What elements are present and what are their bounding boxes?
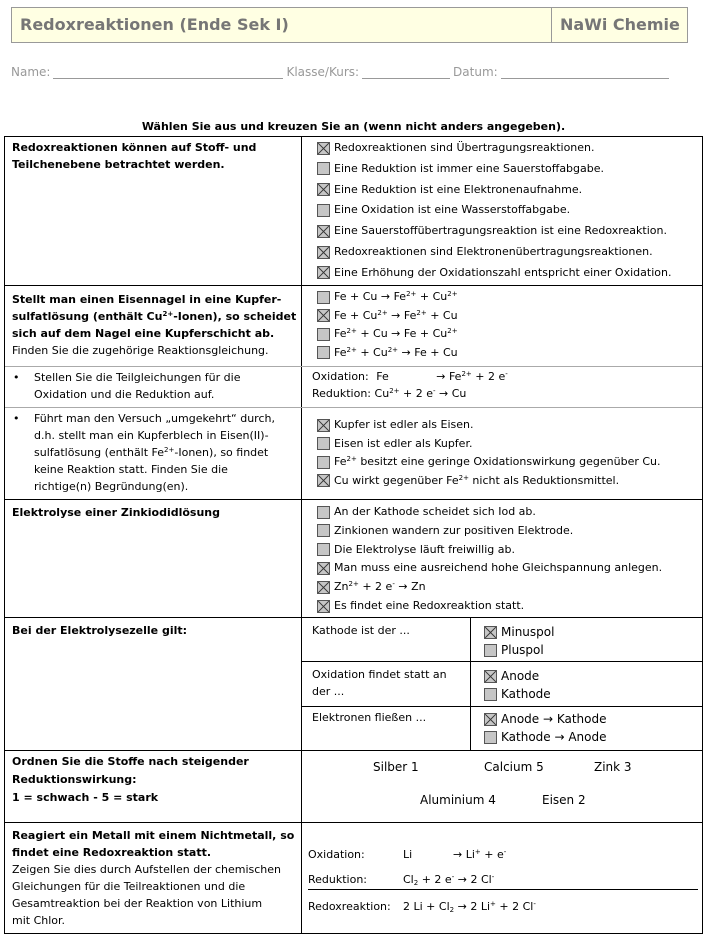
answer-option[interactable] [317, 580, 426, 594]
equation-part: + Cu → Fe + Cu [356, 327, 448, 340]
oxidation-product: → Li [453, 848, 475, 861]
checkbox-checked[interactable] [317, 266, 330, 279]
checkbox-unchecked[interactable] [317, 328, 330, 341]
equation-part: Fe [334, 327, 347, 340]
question-5-text: Elektrolyse einer Zinkiodidlösung [12, 506, 221, 519]
question-8 [12, 827, 300, 929]
answer-option[interactable] [317, 162, 604, 176]
checkbox-checked[interactable] [317, 419, 330, 432]
row-divider [5, 822, 702, 823]
question-7 [12, 753, 292, 807]
checkbox-checked[interactable] [317, 474, 330, 487]
option-label: An der Kathode scheidet sich Iod ab. [334, 505, 536, 518]
worksheet-title: Redoxreaktionen (Ende Sek I) [20, 15, 289, 34]
title-box [11, 7, 688, 43]
answer-option[interactable] [317, 245, 653, 259]
charge: 2+ [387, 345, 399, 354]
reduction-label: Reduktion: [312, 387, 372, 400]
checkbox-checked[interactable] [484, 713, 497, 726]
answer-option[interactable] [484, 712, 607, 726]
subrow-divider [301, 661, 702, 662]
q3-reduction-equation [312, 387, 466, 400]
q6-prompt-3: Elektronen fließen ... [312, 711, 427, 724]
bullet: • [13, 371, 20, 384]
option-label: Zinkionen wandern zur positiven Elektrode. [334, 523, 574, 537]
answer-option[interactable] [317, 327, 458, 341]
checkbox-unchecked[interactable] [484, 688, 497, 701]
option-label: Redoxreaktionen sind Elektronenübertragungsreaktionen. [334, 245, 653, 258]
option-label: Fe [334, 455, 347, 468]
answer-option[interactable] [317, 309, 458, 323]
answer-option[interactable] [317, 418, 473, 432]
charge: 2+ [406, 290, 417, 298]
question-4-line-2: d.h. stellt man ein Kupferblech in Eisen(II)- [34, 429, 269, 442]
option-label: Eine Sauerstoffübertragungsreaktion ist eine Redoxreaktion. [334, 224, 667, 238]
answer-option[interactable] [317, 524, 573, 538]
checkbox-checked[interactable] [317, 600, 330, 613]
q6-prompt-2 [312, 666, 467, 700]
charge: - [505, 370, 508, 378]
option-label: Die Elektrolyse läuft freiwillig ab. [334, 542, 515, 556]
charge: - [533, 900, 536, 908]
equation-part: → Fe + Cu [398, 345, 458, 359]
answer-option[interactable] [317, 505, 536, 519]
redox-products: + 2 Cl [495, 900, 534, 913]
q8-oxidation-equation [308, 848, 506, 861]
charge: 2+ [346, 455, 357, 463]
equation-part: → Fe [387, 308, 417, 322]
option-label: + 2 e [358, 580, 393, 594]
subject-label: NaWi Chemie [560, 15, 680, 34]
checkbox-checked[interactable] [484, 626, 497, 639]
question-8-line-5: Gesamtreaktion bei der Reaktion von Lithium [12, 897, 263, 910]
equation-part: + Cu [416, 290, 448, 303]
answer-option[interactable] [317, 474, 619, 488]
option-label: → Zn [394, 580, 426, 594]
row-divider [5, 366, 702, 367]
answer-option[interactable] [317, 224, 667, 238]
charge: - [451, 873, 455, 881]
quiz-table [4, 136, 703, 934]
question-2-line-3: sich auf dem Nagel eine Kupferschicht ab. [12, 327, 275, 340]
question-2-instruction: Finden Sie die zugehörige Reaktionsgleichung. [12, 344, 269, 357]
answer-option[interactable] [317, 346, 458, 360]
question-8-line-3: Zeigen Sie dies durch Aufstellen der chemischen [12, 863, 282, 876]
question-2-line-2b: -Ionen), so scheidet [173, 310, 297, 323]
answer-option[interactable] [317, 599, 524, 613]
checkbox-unchecked[interactable] [317, 543, 330, 556]
equation-part: + Cu [356, 345, 388, 359]
row-divider [5, 499, 702, 500]
answer-option[interactable] [484, 643, 544, 657]
student-info-row [11, 65, 672, 79]
equation-part: Fe + Cu → Fe [334, 290, 407, 303]
checkbox-unchecked[interactable] [484, 731, 497, 744]
question-8-line-4: Gleichungen für die Teilreaktionen und die [12, 880, 246, 893]
question-2-sup: 2+ [162, 310, 174, 318]
checkbox-checked[interactable] [317, 581, 330, 594]
question-3 [34, 369, 294, 403]
option-label: Anode → Kathode [501, 712, 607, 726]
equation-part: + Cu [426, 308, 458, 322]
checkbox-unchecked[interactable] [317, 456, 330, 469]
question-4 [34, 410, 296, 495]
reduction-product: → Cu [435, 387, 467, 400]
electrons: + 2 e [399, 387, 433, 400]
title-divider [551, 8, 552, 42]
option-label: nicht als Reduktionsmittel. [468, 473, 620, 487]
checkbox-checked[interactable] [317, 225, 330, 238]
checkbox-unchecked[interactable] [317, 346, 330, 359]
q8-reduction-equation [308, 873, 494, 886]
charge: - [392, 580, 395, 589]
option-label: Pluspol [501, 643, 544, 657]
charge: 2+ [447, 290, 458, 298]
q6-prompt-1: Kathode ist der ... [312, 624, 410, 637]
equation-part: Fe [334, 345, 347, 359]
redox-products: → 2 Li [454, 900, 490, 913]
question-4-line-3b: -Ionen), so findet [174, 446, 269, 459]
charge: 2+ [164, 446, 175, 454]
oxidation-reactant: Li [403, 848, 413, 861]
substance-item: Eisen 2 [542, 793, 586, 807]
charge: 2+ [461, 370, 472, 378]
instruction-text: Wählen Sie aus und kreuzen Sie an (wenn nicht anders angegeben). [141, 120, 566, 133]
oxidation-reactant: Fe [376, 370, 389, 383]
oxidation-label: Oxidation: [308, 848, 365, 861]
oxidation-product: → Fe [436, 370, 462, 383]
electrons: + e [480, 848, 504, 861]
charge: 2+ [346, 327, 357, 335]
question-6 [12, 622, 292, 639]
bullet: • [13, 412, 20, 425]
checkbox-checked[interactable] [317, 562, 330, 575]
option-label: Eine Oxidation ist eine Wasserstoffabgabe. [334, 203, 571, 217]
question-2-line-1: Stellt man einen Eisennagel in eine Kupfer- [12, 293, 282, 306]
electrons: + 2 e [471, 370, 506, 383]
option-label: Eine Erhöhung der Oxidationszahl entspricht einer Oxidation. [334, 265, 672, 279]
answer-option[interactable] [317, 437, 472, 451]
date-label: Datum: [453, 65, 498, 79]
option-label: Cu wirkt gegenüber Fe [334, 473, 459, 487]
checkbox-unchecked[interactable] [317, 204, 330, 217]
question-3-line-1: Stellen Sie die Teilgleichungen für die [34, 371, 241, 384]
subcolumn-divider [470, 617, 471, 750]
option-label: Kupfer ist edler als Eisen. [334, 418, 474, 431]
subrow-divider [301, 706, 702, 707]
checkbox-unchecked[interactable] [317, 291, 330, 304]
equation-part: Fe + Cu [334, 308, 378, 322]
substance-item: Calcium 5 [484, 760, 544, 774]
question-8-line-1: Reagiert ein Metall mit einem Nichtmetall, so [12, 829, 295, 842]
checkbox-checked[interactable] [317, 246, 330, 259]
answer-option[interactable] [484, 625, 554, 639]
question-4-line-4: keine Reaktion statt. Finden Sie die [34, 463, 228, 476]
charge: 2+ [377, 308, 388, 317]
charge: 2+ [447, 327, 458, 335]
checkbox-unchecked[interactable] [317, 506, 330, 519]
row-divider [5, 617, 702, 618]
option-label: Es findet eine Redoxreaktion statt. [334, 599, 525, 612]
row-divider [5, 750, 702, 751]
question-3-line-2: Oxidation und die Reduktion auf. [34, 388, 215, 401]
answer-option[interactable] [317, 183, 582, 197]
answer-option[interactable] [317, 203, 570, 217]
class-field[interactable] [362, 66, 450, 79]
charge: 2+ [346, 345, 357, 354]
option-label: Man muss eine ausreichend hohe Gleichspannung anlegen. [334, 561, 663, 575]
reduction-product: → 2 Cl [454, 873, 492, 886]
charge: + [474, 848, 481, 856]
reduction-reactant: Cu [374, 387, 390, 400]
question-7-line-3: 1 = schwach - 5 = stark [12, 791, 159, 804]
option-label: Eine Reduktion ist eine Elektronenaufnahme. [334, 182, 583, 196]
row-divider [5, 407, 702, 408]
question-5 [12, 504, 292, 521]
option-label: Eine Reduktion ist immer eine Sauerstoffabgabe. [334, 161, 605, 175]
substance-item: Aluminium 4 [420, 793, 496, 807]
equation-separator [308, 889, 698, 890]
oxidation-label: Oxidation: [312, 370, 369, 383]
question-2 [12, 291, 297, 359]
charge: - [491, 873, 495, 881]
class-label: Klasse/Kurs: [286, 65, 360, 79]
redox-reactants: 2 Li + Cl [403, 900, 450, 913]
row-divider [5, 285, 702, 286]
option-label: besitzt eine geringe Oxidationswirkung gegenüber Cu. [356, 455, 661, 468]
option-label: Anode [501, 669, 540, 683]
substance-item: Silber 1 [373, 760, 419, 774]
question-1 [12, 139, 292, 173]
question-4-line-3a: sulfatlösung (enthält Fe [34, 446, 165, 459]
answer-option[interactable] [317, 561, 662, 575]
question-8-line-6: mit Chlor. [12, 914, 66, 927]
charge: 2+ [416, 308, 427, 317]
question-2-line-2a: sulfatlösung (enthält Cu [12, 310, 163, 323]
checkbox-checked[interactable] [317, 142, 330, 155]
answer-option[interactable] [484, 669, 539, 683]
question-7-line-2: Reduktionswirkung: [12, 773, 137, 786]
charge: 2+ [458, 473, 469, 482]
checkbox-checked[interactable] [484, 670, 497, 683]
subscript: 2 [413, 879, 419, 887]
option-label: Zn [334, 580, 349, 594]
option-label: Kathode [501, 687, 551, 701]
option-label: Minuspol [501, 625, 555, 639]
electrons: + 2 e [418, 873, 452, 886]
q6-prompt-2-line-1: Oxidation findet statt an [312, 668, 447, 681]
subscript: 2 [449, 906, 455, 914]
charge: 2+ [389, 387, 400, 395]
charge: 2+ [348, 580, 359, 589]
option-label: Kathode → Anode [501, 730, 607, 744]
charge: - [433, 387, 436, 395]
checkbox-checked[interactable] [317, 183, 330, 196]
q6-prompt-2-line-2: der ... [312, 685, 345, 698]
answer-option[interactable] [317, 290, 458, 304]
question-4-line-1: Führt man den Versuch „umgekehrt“ durch, [34, 412, 275, 425]
option-label: Eisen ist edler als Kupfer. [334, 436, 473, 450]
answer-option[interactable] [317, 141, 595, 155]
q8-redox-equation [308, 900, 536, 913]
checkbox-unchecked[interactable] [317, 524, 330, 537]
redox-label: Redoxreaktion: [308, 900, 391, 913]
question-6-text: Bei der Elektrolysezelle gilt: [12, 624, 188, 637]
option-label: Redoxreaktionen sind Übertragungsreaktionen. [334, 141, 595, 154]
answer-option[interactable] [484, 730, 607, 744]
answer-option[interactable] [317, 266, 671, 280]
question-1-text: Redoxreaktionen können auf Stoff- und Teilchenebene betrachtet werden. [12, 141, 257, 171]
answer-option[interactable] [317, 543, 515, 557]
column-divider [301, 137, 302, 933]
date-field[interactable] [501, 66, 669, 79]
name-label: Name: [11, 65, 51, 79]
checkbox-unchecked[interactable] [484, 644, 497, 657]
answer-option[interactable] [484, 687, 551, 701]
q3-oxidation-equation [312, 370, 508, 383]
checkbox-unchecked[interactable] [317, 437, 330, 450]
answer-option[interactable] [317, 455, 661, 469]
reduction-reactant: Cl [403, 873, 414, 886]
charge: - [503, 848, 507, 856]
question-7-line-1: Ordnen Sie die Stoffe nach steigender [12, 755, 249, 768]
substance-item: Zink 3 [594, 760, 632, 774]
name-field[interactable] [53, 66, 283, 79]
question-8-line-2: findet eine Redoxreaktion statt. [12, 846, 212, 859]
charge: + [490, 900, 496, 908]
reduction-label: Reduktion: [308, 873, 368, 886]
checkbox-unchecked[interactable] [317, 162, 330, 175]
checkbox-checked[interactable] [317, 309, 330, 322]
question-4-line-5: richtige(n) Begründung(en). [34, 480, 189, 493]
